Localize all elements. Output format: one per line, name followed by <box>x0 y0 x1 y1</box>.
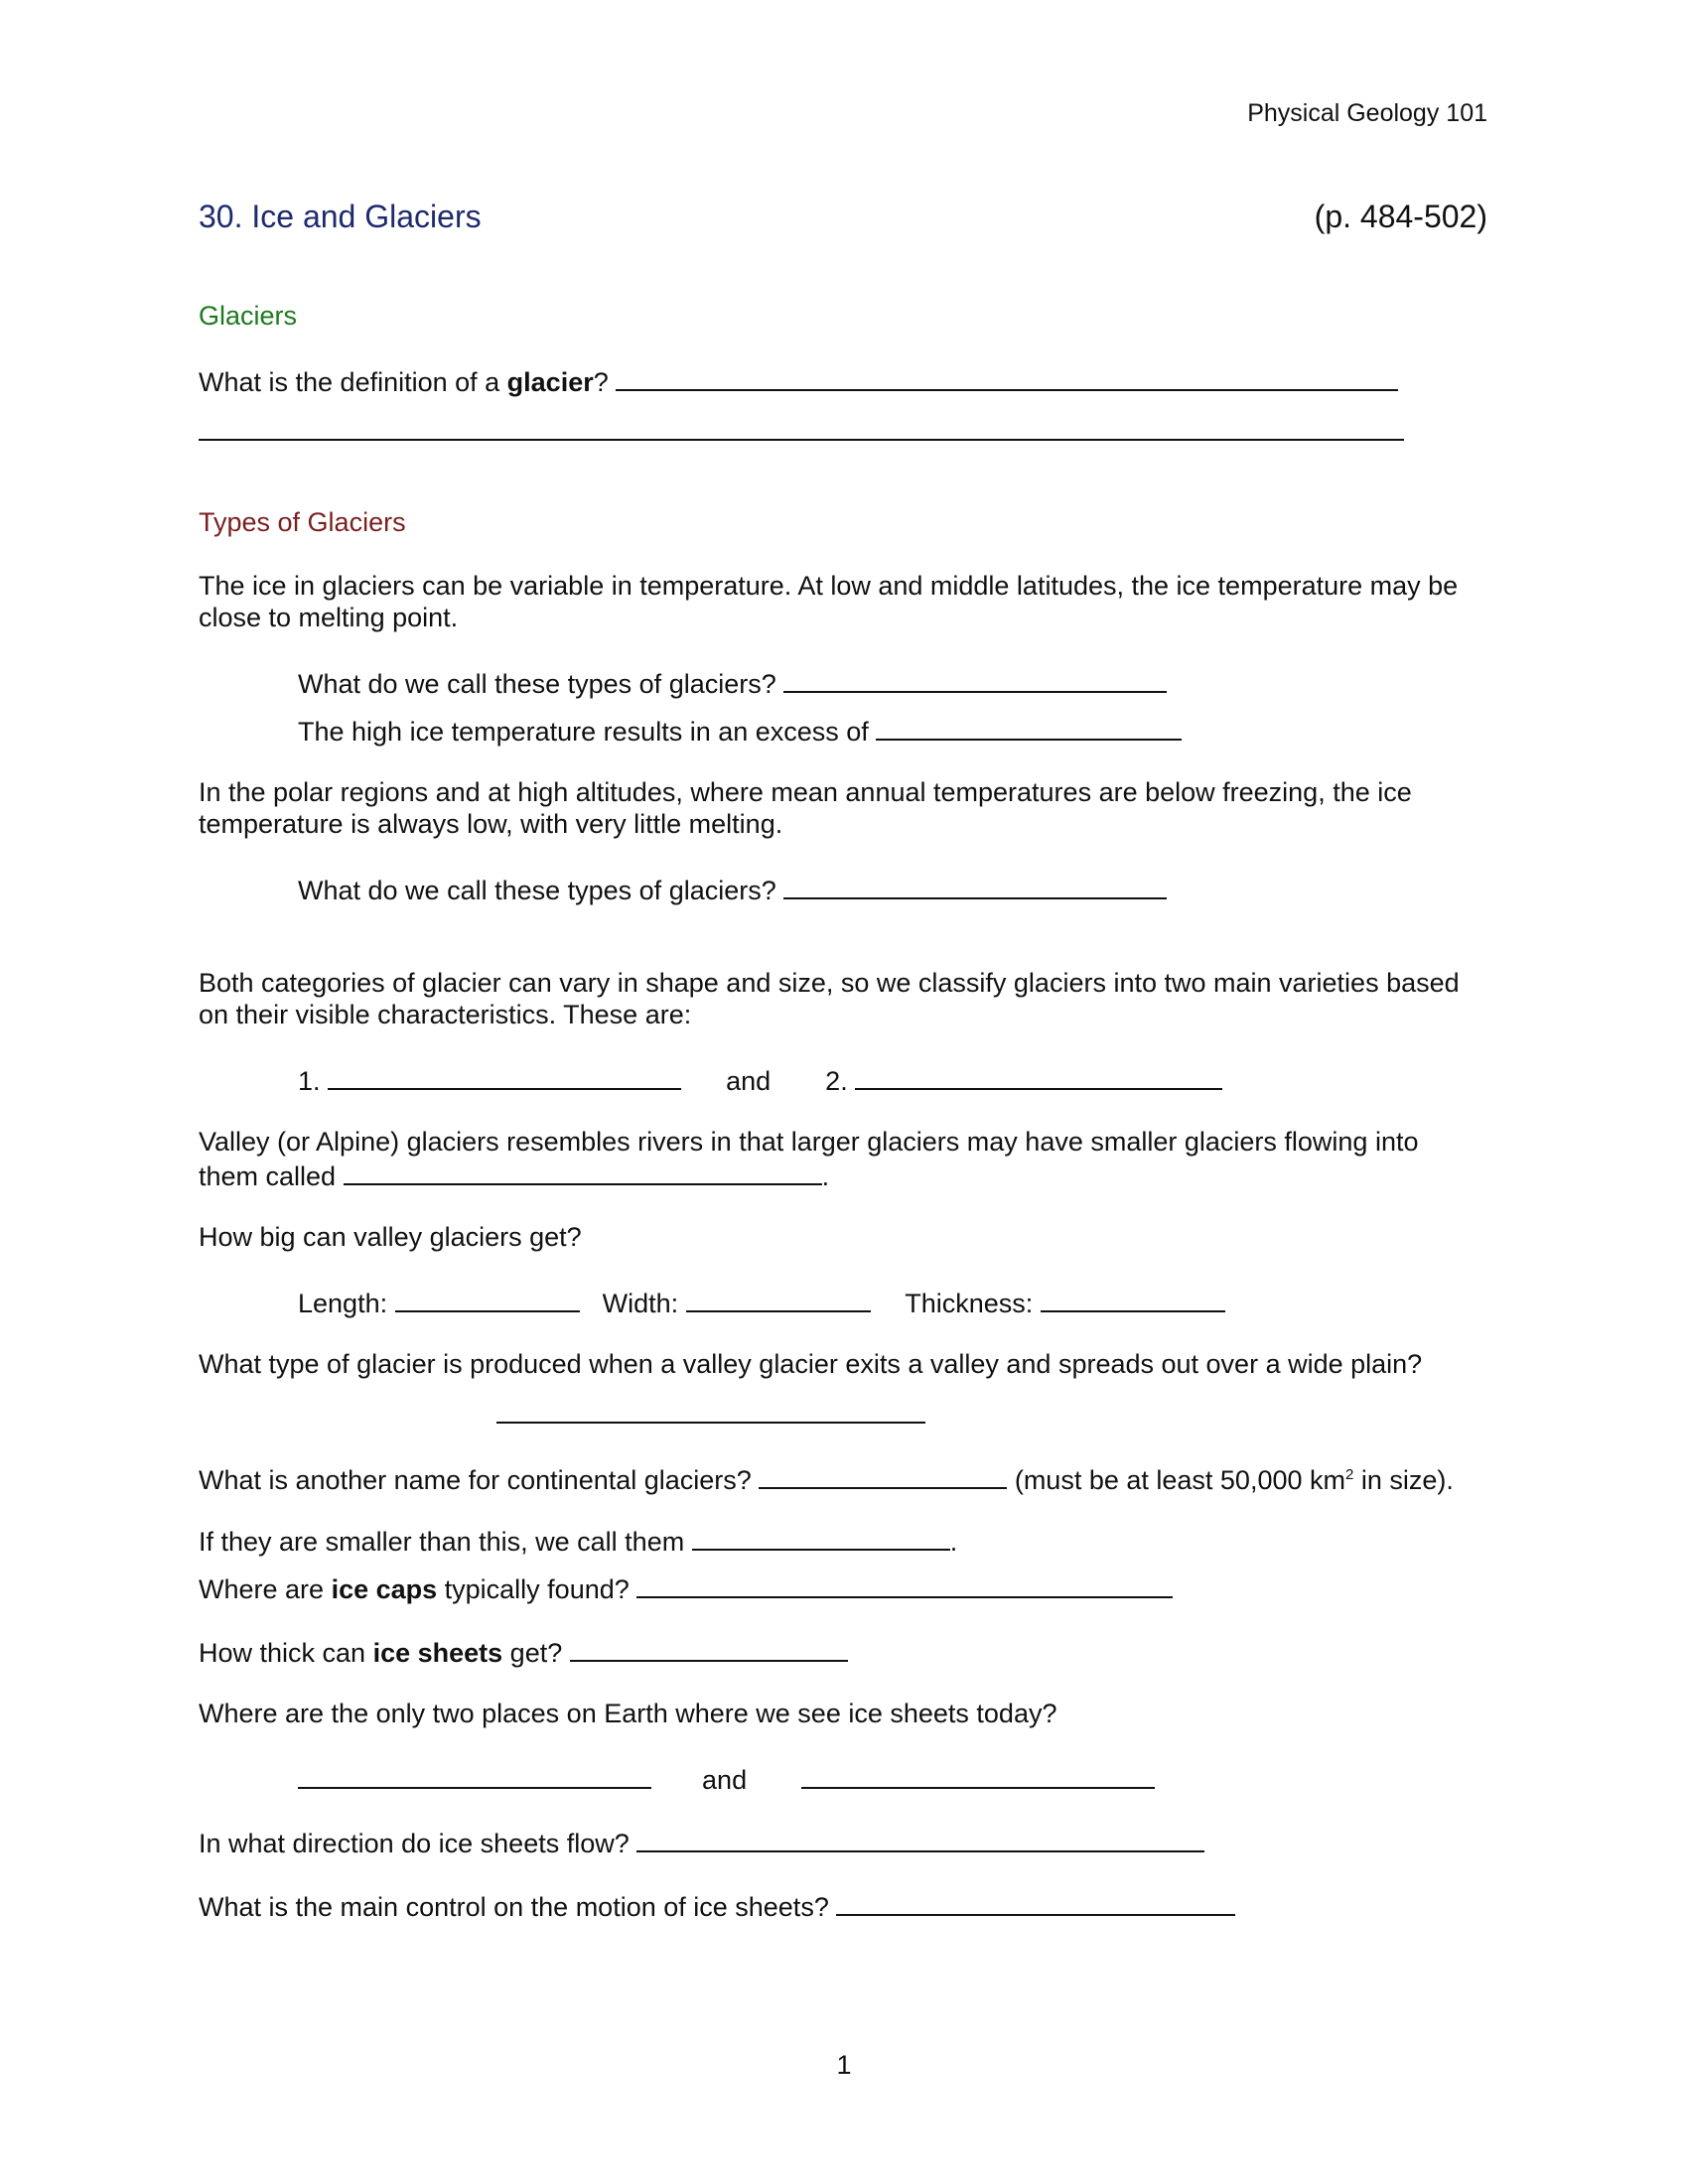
course-header: Physical Geology 101 <box>1247 99 1487 127</box>
question-places: Where are the only two places on Earth where we see ice sheets today? <box>199 1699 1057 1728</box>
question-thickness: How thick can ice sheets get? <box>199 1634 848 1669</box>
answer-blank-excess[interactable] <box>876 713 1182 741</box>
paragraph-temperate: The ice in glaciers can be variable in temperature. At low and middle latitudes, the ice temperature may be close to melting point. <box>199 571 1459 632</box>
question-definition: What is the definition of a glacier? <box>199 363 1398 398</box>
heading-types: Types of Glaciers <box>199 507 406 537</box>
answer-blank-temperate[interactable] <box>783 665 1167 693</box>
answer-blank-variety-1[interactable] <box>328 1062 681 1090</box>
question-ice-caps: Where are ice caps typically found? <box>199 1570 1173 1605</box>
question-direction: In what direction do ice sheets flow? <box>199 1825 1204 1859</box>
answer-blank-variety-2[interactable] <box>855 1062 1222 1090</box>
paragraph-tributary: Valley (or Alpine) glaciers resembles rivers in that larger glaciers may have smaller glaciers flowing into them called . <box>199 1127 1419 1191</box>
question-control: What is the main control on the motion of ice sheets? <box>199 1888 1235 1923</box>
answer-blank-place-1[interactable] <box>298 1761 651 1789</box>
answer-blank-thickness-sheets[interactable] <box>570 1634 848 1662</box>
answer-blank-polar[interactable] <box>783 872 1167 899</box>
page-range: (p. 484-502) <box>1314 199 1487 234</box>
question-smaller: If they are smaller than this, we call them . <box>199 1523 957 1558</box>
answer-blank-piedmont[interactable] <box>496 1422 925 1424</box>
answer-blank-length[interactable] <box>395 1285 580 1312</box>
answer-blank-thickness[interactable] <box>1041 1285 1225 1312</box>
answer-blank-smaller[interactable] <box>692 1523 950 1551</box>
question-temperate-name: What do we call these types of glaciers? <box>298 665 1167 700</box>
answer-blank-definition[interactable] <box>616 363 1398 391</box>
question-plain: What type of glacier is produced when a valley glacier exits a valley and spreads out over a wide plain? <box>199 1349 1423 1379</box>
question-polar-name: What do we call these types of glaciers? <box>298 872 1167 906</box>
answer-blank-continental[interactable] <box>759 1461 1007 1489</box>
answer-blank-ice-caps[interactable] <box>636 1570 1173 1598</box>
places-row: and <box>298 1761 1155 1796</box>
varieties-row: 1. and 2. <box>298 1062 1222 1097</box>
answer-blank-definition-line2[interactable] <box>199 439 1404 441</box>
paragraph-polar: In the polar regions and at high altitudes, where mean annual temperatures are below freezing, the ice temperature is always low, with very little melting. <box>199 777 1412 839</box>
answer-blank-control[interactable] <box>836 1888 1235 1916</box>
page-title: 30. Ice and Glaciers <box>199 199 482 234</box>
answer-blank-tributary[interactable] <box>344 1158 822 1185</box>
size-row: Length: Width: Thickness: <box>298 1285 1225 1319</box>
heading-glaciers: Glaciers <box>199 301 298 331</box>
question-size: How big can valley glaciers get? <box>199 1222 582 1252</box>
question-continental: What is another name for continental glaciers? (must be at least 50,000 $km^2$ in size). <box>199 1459 1454 1496</box>
answer-blank-direction[interactable] <box>636 1825 1204 1852</box>
paragraph-varieties: Both categories of glacier can vary in shape and size, so we classify glaciers into two main varieties based on their visible characteristics. These are: <box>199 968 1460 1029</box>
question-excess: The high ice temperature results in an excess of <box>298 713 1182 748</box>
page-number: 1 <box>836 2050 852 2080</box>
answer-blank-place-2[interactable] <box>801 1761 1155 1789</box>
answer-blank-width[interactable] <box>686 1285 871 1312</box>
